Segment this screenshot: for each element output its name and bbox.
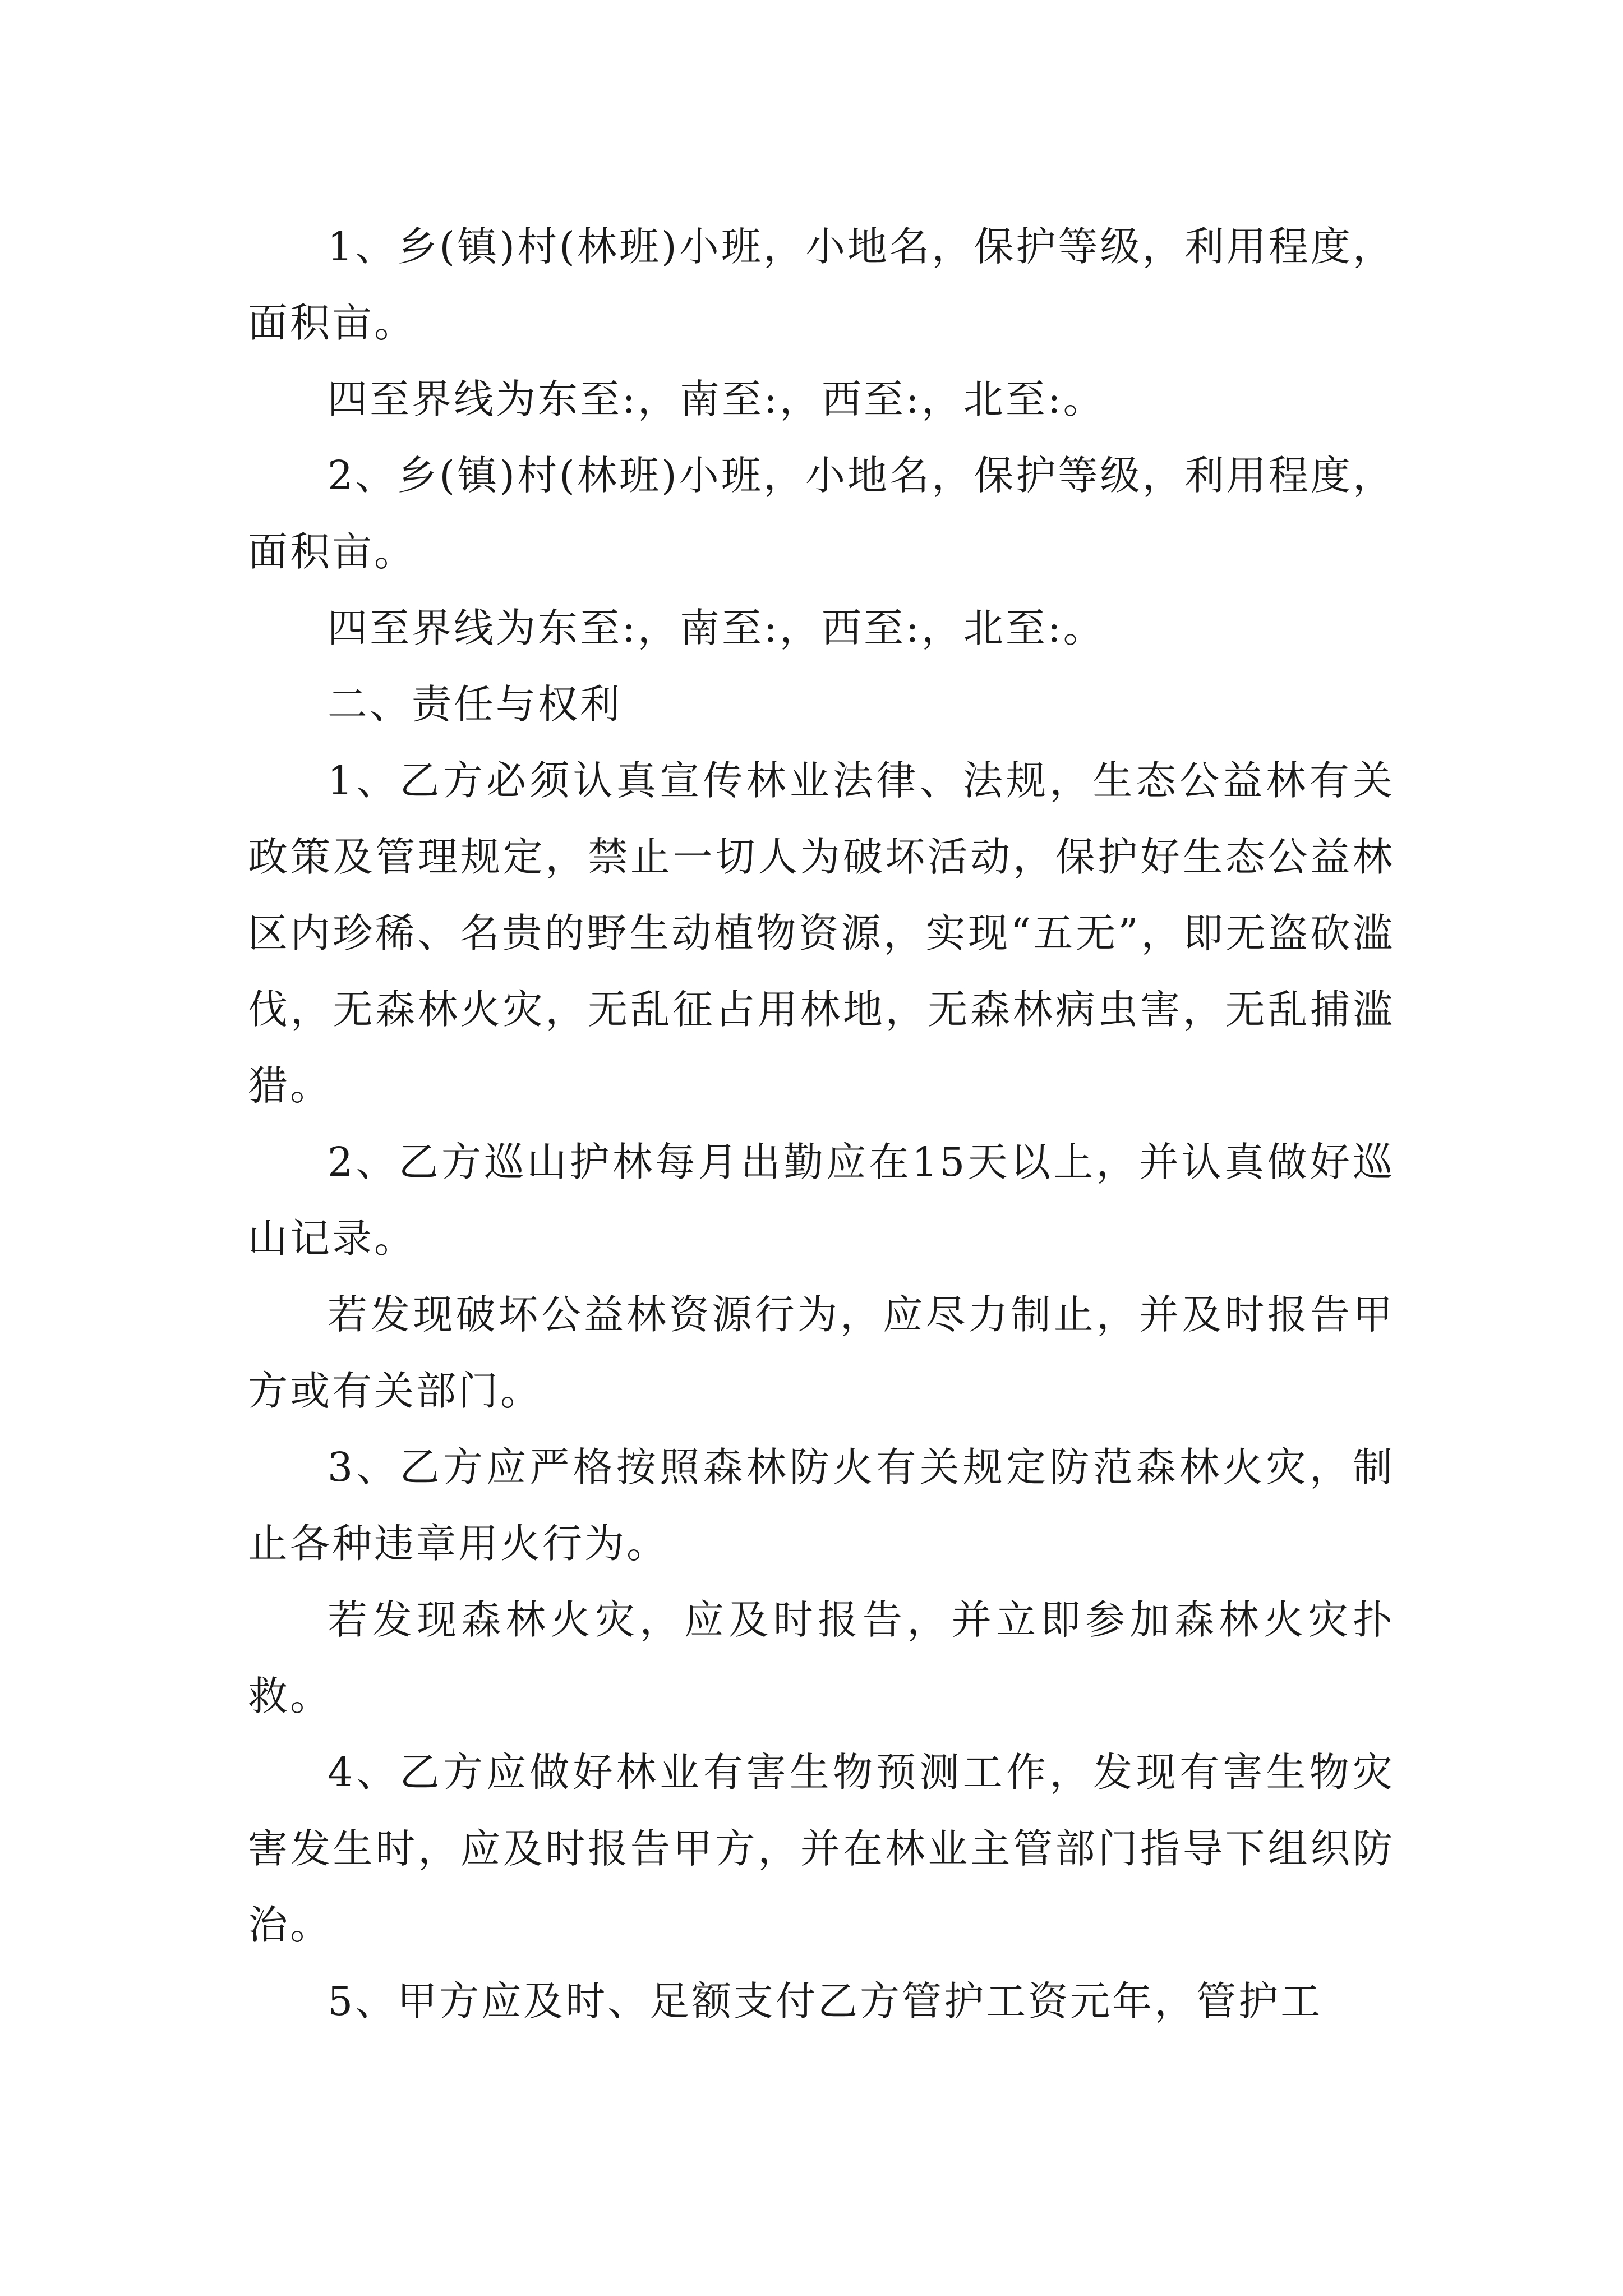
paragraph-clause-2-note: 若发现破坏公益林资源行为，应尽力制止，并及时报告甲方或有关部门。 (248, 1291, 1395, 1414)
paragraph-clause-4: 4、乙方应做好林业有害生物预测工作，发现有害生物灾害发生时，应及时报告甲方，并在林业主管部门指导下组织防治。 (248, 1749, 1395, 1948)
paragraph-boundary-2: 四至界线为东至:，南至:，西至:，北至:。 (328, 605, 1105, 651)
document-body (248, 209, 1395, 2040)
section-heading: 二、责任与权利 (328, 681, 623, 728)
paragraph-boundary-1: 四至界线为东至:，南至:，西至:，北至:。 (328, 376, 1105, 422)
paragraph-clause-1: 1、乙方必须认真宣传林业法律、法规，生态公益林有关政策及管理规定，禁止一切人为破坏活动，保护好生态公益林区内珍稀、名贵的野生动植物资源，实现“五无”，即无盗砍滥伐，无森林火灾，无乱征占用林地，无森林病虫害，无乱捕滥猎。 (248, 757, 1395, 1109)
paragraph-plot-1: 1、乡(镇)村(林班)小班，小地名，保护等级，利用程度，面积亩。 (248, 223, 1395, 346)
paragraph-plot-2: 2、乡(镇)村(林班)小班，小地名，保护等级，利用程度，面积亩。 (248, 452, 1395, 575)
paragraph-clause-3-note: 若发现森林火灾，应及时报告，并立即参加森林火灾扑救。 (248, 1596, 1395, 1719)
paragraph-clause-3: 3、乙方应严格按照森林防火有关规定防范森林火灾，制止各种违章用火行为。 (248, 1444, 1395, 1567)
paragraph-clause-5: 5、甲方应及时、足额支付乙方管护工资元年，管护工 (328, 1978, 1323, 2024)
paragraph-clause-2: 2、乙方巡山护林每月出勤应在15天以上，并认真做好巡山记录。 (248, 1139, 1395, 1262)
